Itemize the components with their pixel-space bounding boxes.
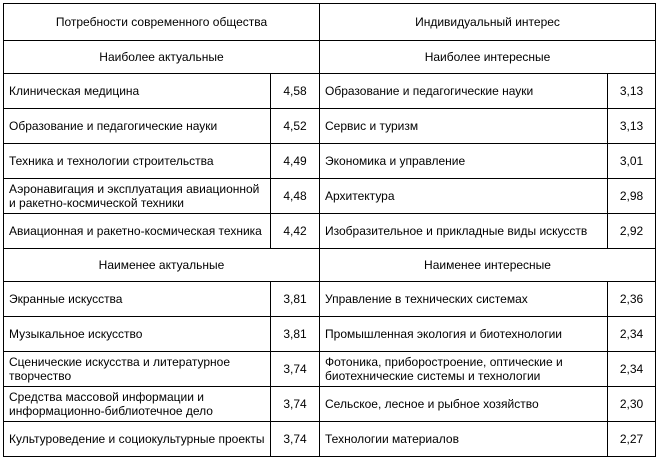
- right-score: 2,34: [608, 317, 656, 352]
- right-score: 2,30: [608, 387, 656, 422]
- section-title-right: Наиболее интересные: [320, 41, 656, 74]
- table-row: [4, 74, 656, 109]
- left-field-name: Экранные искусства: [4, 282, 271, 317]
- right-score: 3,01: [608, 144, 656, 179]
- left-score: 4,49: [271, 144, 320, 179]
- table-row: [4, 214, 656, 249]
- ranking-table: [3, 3, 656, 457]
- left-field-name: Аэронавигация и эксплуатация авиационной и ракетно-космической техники: [4, 179, 271, 214]
- table-row: [4, 179, 656, 214]
- right-score: 3,13: [608, 74, 656, 109]
- right-score: 2,27: [608, 422, 656, 457]
- table-row: [4, 422, 656, 457]
- table-row: [4, 352, 656, 387]
- left-field-name: Средства массовой информации и информационно-библиотечное дело: [4, 387, 271, 422]
- left-score: 4,58: [271, 74, 320, 109]
- right-score: 2,36: [608, 282, 656, 317]
- right-field-name: Фотоника, приборостроение, оптические и биотехнические системы и технологии: [320, 352, 608, 387]
- left-field-name: Авиационная и ракетно-космическая техника: [4, 214, 271, 249]
- header-individual-interest: Индивидуальный интерес: [320, 4, 656, 41]
- left-score: 3,81: [271, 317, 320, 352]
- right-field-name: Промышленная экология и биотехнологии: [320, 317, 608, 352]
- right-field-name: Управление в технических системах: [320, 282, 608, 317]
- left-score: 4,48: [271, 179, 320, 214]
- right-field-name: Технологии материалов: [320, 422, 608, 457]
- left-field-name: Музыкальное искусство: [4, 317, 271, 352]
- left-field-name: Образование и педагогические науки: [4, 109, 271, 144]
- left-score: 4,52: [271, 109, 320, 144]
- section-title-row: [4, 41, 656, 74]
- left-score: 4,42: [271, 214, 320, 249]
- left-field-name: Сценические искусства и литературное творчество: [4, 352, 271, 387]
- right-field-name: Экономика и управление: [320, 144, 608, 179]
- left-field-name: Техника и технологии строительства: [4, 144, 271, 179]
- right-score: 2,92: [608, 214, 656, 249]
- left-score: 3,81: [271, 282, 320, 317]
- table-row: [4, 317, 656, 352]
- table-row: [4, 282, 656, 317]
- right-field-name: Сельское, лесное и рыбное хозяйство: [320, 387, 608, 422]
- right-score: 2,34: [608, 352, 656, 387]
- right-field-name: Сервис и туризм: [320, 109, 608, 144]
- header-row: [4, 4, 656, 41]
- right-field-name: Изобразительное и прикладные виды искусств: [320, 214, 608, 249]
- left-score: 3,74: [271, 422, 320, 457]
- right-score: 3,13: [608, 109, 656, 144]
- left-field-name: Культуроведение и социокультурные проекты: [4, 422, 271, 457]
- table-row: [4, 144, 656, 179]
- right-field-name: Архитектура: [320, 179, 608, 214]
- table-row: [4, 387, 656, 422]
- section-title-left: Наименее актуальные: [4, 249, 320, 282]
- table-row: [4, 109, 656, 144]
- section-title-row: [4, 249, 656, 282]
- section-title-left: Наиболее актуальные: [4, 41, 320, 74]
- left-score: 3,74: [271, 387, 320, 422]
- header-society-needs: Потребности современного общества: [4, 4, 320, 41]
- right-score: 2,98: [608, 179, 656, 214]
- section-title-right: Наименее интересные: [320, 249, 656, 282]
- ranking-table-container: [3, 3, 656, 457]
- left-score: 3,74: [271, 352, 320, 387]
- left-field-name: Клиническая медицина: [4, 74, 271, 109]
- right-field-name: Образование и педагогические науки: [320, 74, 608, 109]
